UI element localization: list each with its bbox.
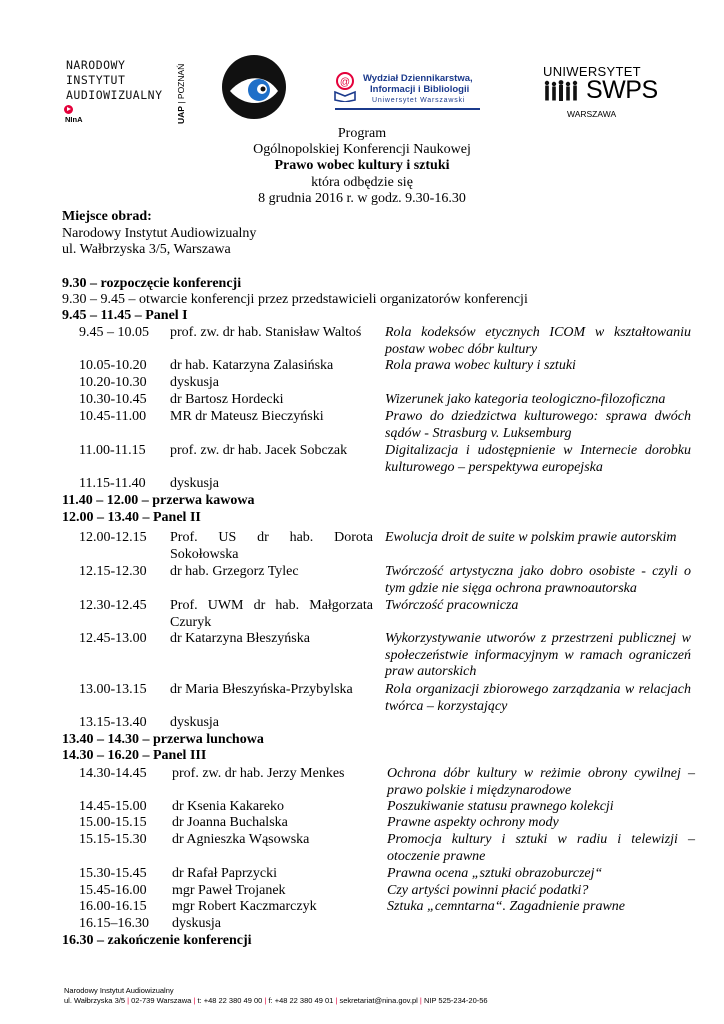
session-discussion: dyskusja [170, 476, 219, 491]
session-time: 15.45-16.00 [79, 883, 147, 898]
session-time: 10.05-10.20 [79, 358, 147, 373]
conference-end: 16.30 – zakończenie konferencji [62, 933, 252, 948]
session-topic: Rola prawa wobec kultury i sztuki [385, 358, 576, 373]
footer-email[interactable]: sekretariat@nina.gov.pl [339, 996, 418, 1005]
venue-label: Miejsce obrad: [62, 209, 152, 224]
people-silhouettes-icon [543, 80, 581, 102]
session-time: 10.45-11.00 [79, 409, 147, 424]
session-speaker: dr Rafał Paprzycki [172, 866, 277, 881]
session-topic: Prawo do dziedzictwa kulturowego: sprawa dwóch sądów - Strasburg v. Luksemburg [385, 409, 691, 441]
session-speaker: dr hab. Grzegorz Tylec [170, 564, 299, 579]
session-speaker: Prof. UWM dr hab. Małgorzata Czuryk [170, 598, 373, 630]
session-time: 10.30-10.45 [79, 392, 147, 407]
session-speaker: MR dr Mateusz Bieczyński [170, 409, 324, 424]
nina-short-label: NInA [65, 115, 83, 124]
session-speaker: mgr Robert Kaczmarczyk [172, 899, 317, 914]
nina-logo-line: AUDIOWIZUALNY [66, 88, 163, 102]
session-speaker: dr hab. Katarzyna Zalasińska [170, 358, 334, 373]
nina-logo-line: NARODOWY [66, 58, 126, 72]
wdib-underline [335, 108, 480, 110]
session-speaker: mgr Paweł Trojanek [172, 883, 286, 898]
session-time: 9.45 – 10.05 [79, 325, 149, 340]
header-line2: Ogólnopolskiej Konferencji Naukowej [253, 142, 471, 157]
session-topic: Wizerunek jako kategoria teologiczno-filozoficzna [385, 392, 666, 407]
footer-org: Narodowy Instytut Audiowizualny [64, 986, 174, 995]
session-time: 12.00-12.15 [79, 530, 147, 545]
header-line4: która odbędzie się [311, 175, 413, 190]
session-topic: Promocja kultury i sztuki w radiu i telewizji – otoczenie prawne [387, 832, 695, 864]
session-discussion: dyskusja [170, 375, 219, 390]
session-speaker: dr Bartosz Hordecki [170, 392, 284, 407]
uap-city: POZNAŃ [176, 63, 186, 100]
session-time: 10.20-10.30 [79, 375, 147, 390]
wdib-line1: Wydział Dziennikarstwa, [363, 73, 473, 84]
session-time: 14.30-14.45 [79, 766, 147, 781]
session-speaker: dr Agnieszka Wąsowska [172, 832, 310, 847]
session-topic: Sztuka „cemntarna“. Zagadnienie prawne [387, 899, 625, 914]
session-topic: Czy artyści powinni płacić podatki? [387, 883, 589, 898]
footer-phone: t: +48 22 380 49 00 [197, 996, 263, 1005]
coffee-break: 11.40 – 12.00 – przerwa kawowa [62, 493, 255, 508]
session-topic: Twórczość pracownicza [385, 598, 519, 613]
panel3-heading: 14.30 – 16.20 – Panel III [62, 748, 207, 763]
footer-address: ul. Wałbrzyska 3/5 [64, 996, 125, 1005]
session-time: 16.15–16.30 [79, 916, 149, 931]
session-speaker: Prof. US dr hab. Dorota Sokołowska [170, 530, 373, 562]
panel2-heading: 12.00 – 13.40 – Panel II [62, 510, 201, 525]
session-time: 11.00-11.15 [79, 443, 146, 458]
session-speaker: prof. zw. dr hab. Jerzy Menkes [172, 766, 345, 781]
session-time: 14.45-15.00 [79, 799, 147, 814]
session-time: 12.30-12.45 [79, 598, 147, 613]
session-time: 12.15-12.30 [79, 564, 147, 579]
conference-start: 9.30 – rozpoczęcie konferencji [62, 276, 242, 291]
venue-address: ul. Wałbrzyska 3/5, Warszawa [62, 242, 231, 257]
session-topic: Rola kodeksów etycznych ICOM w kształtowaniu postaw wobec dóbr kultury [385, 325, 691, 357]
nina-logo-line: INSTYTUT [66, 73, 126, 87]
session-topic: Prawne aspekty ochrony mody [387, 815, 559, 830]
session-time: 15.30-15.45 [79, 866, 147, 881]
session-speaker: dr Maria Błeszyńska-Przybylska [170, 682, 353, 697]
session-topic: Prawna ocena „sztuki obrazoburczej“ [387, 866, 603, 881]
session-time: 12.45-13.00 [79, 631, 147, 646]
conference-title: Prawo wobec kultury i sztuki [274, 158, 450, 173]
panel1-heading: 9.45 – 11.45 – Panel I [62, 308, 188, 323]
uap-eye-logo-icon [222, 55, 286, 119]
footer-postal: 02-739 Warszawa [131, 996, 192, 1005]
session-discussion: dyskusja [170, 715, 219, 730]
footer-nip: NIP 525-234-20-56 [423, 996, 488, 1005]
session-topic: Digitalizacja i udostępnienie w Internecie dorobku kulturowego – perspektywa europejska [385, 443, 691, 475]
header-line1: Program [337, 126, 387, 141]
wdib-line3: Uniwersytet Warszawski [372, 97, 466, 104]
lunch-break: 13.40 – 14.30 – przerwa lunchowa [62, 732, 264, 747]
session-topic: Twórczość artystyczna jako dobro osobiste - czyli o tym gdzie nie sięga ochrona prawnoautorska [385, 564, 691, 596]
header-date: 8 grudnia 2016 r. w godz. 9.30-16.30 [258, 191, 466, 206]
venue-name: Narodowy Instytut Audiowizualny [62, 226, 257, 241]
session-topic: Ochrona dóbr kultury w reżimie obrony cywilnej – prawo polskie i międzynarodowe [387, 766, 695, 798]
footer-contact: ul. Wałbrzyska 3/5 | 02-739 Warszawa | t: +48 22 380 49 00 | f: +48 22 380 49 01 | sekretariat@nina.gov.pl | NIP 525-234-20-56 [64, 996, 488, 1005]
session-speaker: dr Ksenia Kakareko [172, 799, 284, 814]
swps-top-label: UNIWERSYTET [543, 64, 641, 79]
session-speaker: prof. zw. dr hab. Stanisław Waltoś [170, 325, 362, 340]
session-speaker: dr Joanna Buchalska [172, 815, 288, 830]
session-topic: Wykorzystywanie utworów z przestrzeni publicznej w społeczeństwie informacyjnym w ramach ograniczeń praw autorskich [385, 631, 691, 679]
session-topic: Poszukiwanie statusu prawnego kolekcji [387, 799, 614, 814]
session-time: 16.00-16.15 [79, 899, 147, 914]
session-discussion: dyskusja [172, 916, 221, 931]
uap-label: UAP [176, 106, 186, 124]
nina-logo [66, 58, 163, 103]
session-time: 13.15-13.40 [79, 715, 147, 730]
session-speaker: dr Katarzyna Błeszyńska [170, 631, 310, 646]
svg-text:@: @ [339, 77, 351, 88]
session-topic: Ewolucja droit de suite w polskim prawie autorskim [385, 530, 677, 545]
session-speaker: prof. zw. dr hab. Jacek Sobczak [170, 443, 348, 458]
session-topic: Rola organizacji zbiorowego zarządzania w relacjach twórca – korzystający [385, 682, 691, 714]
opening-remarks: 9.30 – 9.45 – otwarcie konferencji przez przedstawicieli organizatorów konferencji [62, 292, 528, 307]
session-time: 15.00-15.15 [79, 815, 147, 830]
play-icon [64, 105, 73, 114]
wdib-line2: Informacji i Bibliologii [370, 84, 470, 95]
swps-city-label: WARSZAWA [567, 109, 617, 119]
wdib-book-icon [333, 72, 357, 102]
session-time: 11.15-11.40 [79, 476, 146, 491]
footer-fax: f: +48 22 380 49 01 [268, 996, 334, 1005]
swps-main-label: SWPS [586, 76, 658, 104]
uap-logo-text: UAP | POZNAŃ [176, 63, 186, 124]
session-time: 15.15-15.30 [79, 832, 147, 847]
session-time: 13.00-13.15 [79, 682, 147, 697]
